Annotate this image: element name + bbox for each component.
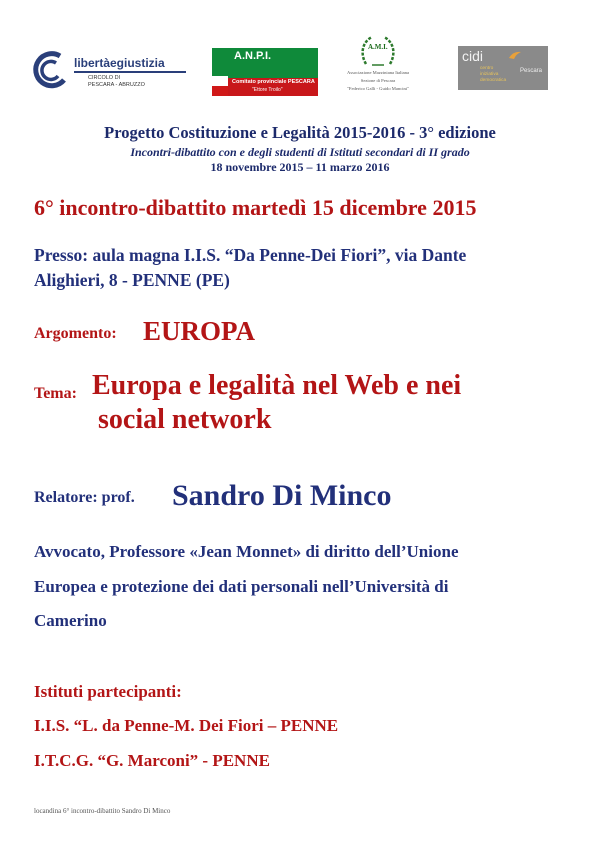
argomento-value: EUROPA bbox=[143, 316, 255, 346]
bio-line1: Avvocato, Professore «Jean Monnet» di diritto dell’Unione bbox=[34, 542, 459, 561]
istituto-item: I.I.S. “L. da Penne-M. Dei Fiori – PENNE bbox=[34, 716, 339, 735]
anpi-title: A.N.P.I. bbox=[234, 50, 272, 62]
ami-line1: Associazione Mazziniana Italiana bbox=[347, 70, 409, 75]
italian-flag-icon bbox=[212, 66, 228, 96]
ami-logo bbox=[340, 34, 416, 104]
tema-line2: social network bbox=[98, 404, 272, 435]
anpi-line2: "Ettore Troilo" bbox=[252, 87, 283, 93]
cidi-line2: iniziativa bbox=[480, 72, 499, 77]
bio-line3: Camerino bbox=[34, 611, 107, 630]
istituto-item: I.T.C.G. “G. Marconi” - PENNE bbox=[34, 751, 270, 770]
laurel-wreath-icon bbox=[358, 34, 398, 68]
argomento-label: Argomento: bbox=[34, 325, 117, 342]
relatore-name: Sandro Di Minco bbox=[172, 479, 392, 512]
libertagiustizia-line1: CIRCOLO DI bbox=[88, 75, 121, 81]
anpi-logo bbox=[212, 48, 318, 96]
swoosh-icon bbox=[30, 50, 70, 90]
cidi-name: cidi bbox=[462, 48, 484, 64]
cidi-line3: democratica bbox=[480, 78, 507, 83]
project-title: Progetto Costituzione e Legalità 2015-2016 - 3° edizione bbox=[104, 123, 496, 142]
cidi-line1: centro bbox=[480, 66, 494, 71]
ami-line2: Sezione di Pescara bbox=[360, 78, 396, 83]
project-dates: 18 novembre 2015 – 11 marzo 2016 bbox=[210, 160, 390, 174]
istituti-label: Istituti partecipanti: bbox=[34, 682, 182, 701]
tema-line1: Europa e legalità nel Web e nei bbox=[92, 370, 462, 401]
libertagiustizia-logo bbox=[30, 50, 190, 98]
relatore-label: Relatore: prof. bbox=[34, 489, 135, 506]
project-subtitle: Incontri-dibattito con e degli studenti di Istituti secondari di II grado bbox=[130, 145, 470, 159]
tema-label: Tema: bbox=[34, 385, 77, 402]
anpi-line1: Comitato provinciale PESCARA bbox=[232, 79, 315, 85]
ami-title: A.M.I. bbox=[368, 43, 388, 51]
logo-divider bbox=[74, 71, 186, 73]
cidi-logo bbox=[458, 46, 548, 90]
event-title: 6° incontro-dibattito martedì 15 dicembre 2015 bbox=[34, 195, 477, 220]
footer-caption: locandina 6° incontro-dibattito Sandro Di Minco bbox=[34, 807, 171, 815]
bird-icon bbox=[508, 50, 522, 60]
cidi-city: Pescara bbox=[520, 68, 543, 74]
ami-line3: "Federico Galli - Guido Mancini" bbox=[347, 86, 409, 91]
location-line2: Alighieri, 8 - PENNE (PE) bbox=[34, 270, 230, 290]
location-line1: Presso: aula magna I.I.S. “Da Penne-Dei Fiori”, via Dante bbox=[34, 245, 467, 265]
libertagiustizia-name: libertàegiustizia bbox=[74, 56, 165, 70]
libertagiustizia-line2: PESCARA - ABRUZZO bbox=[88, 82, 145, 88]
bio-line2: Europea e protezione dei dati personali nell’Università di bbox=[34, 577, 449, 596]
